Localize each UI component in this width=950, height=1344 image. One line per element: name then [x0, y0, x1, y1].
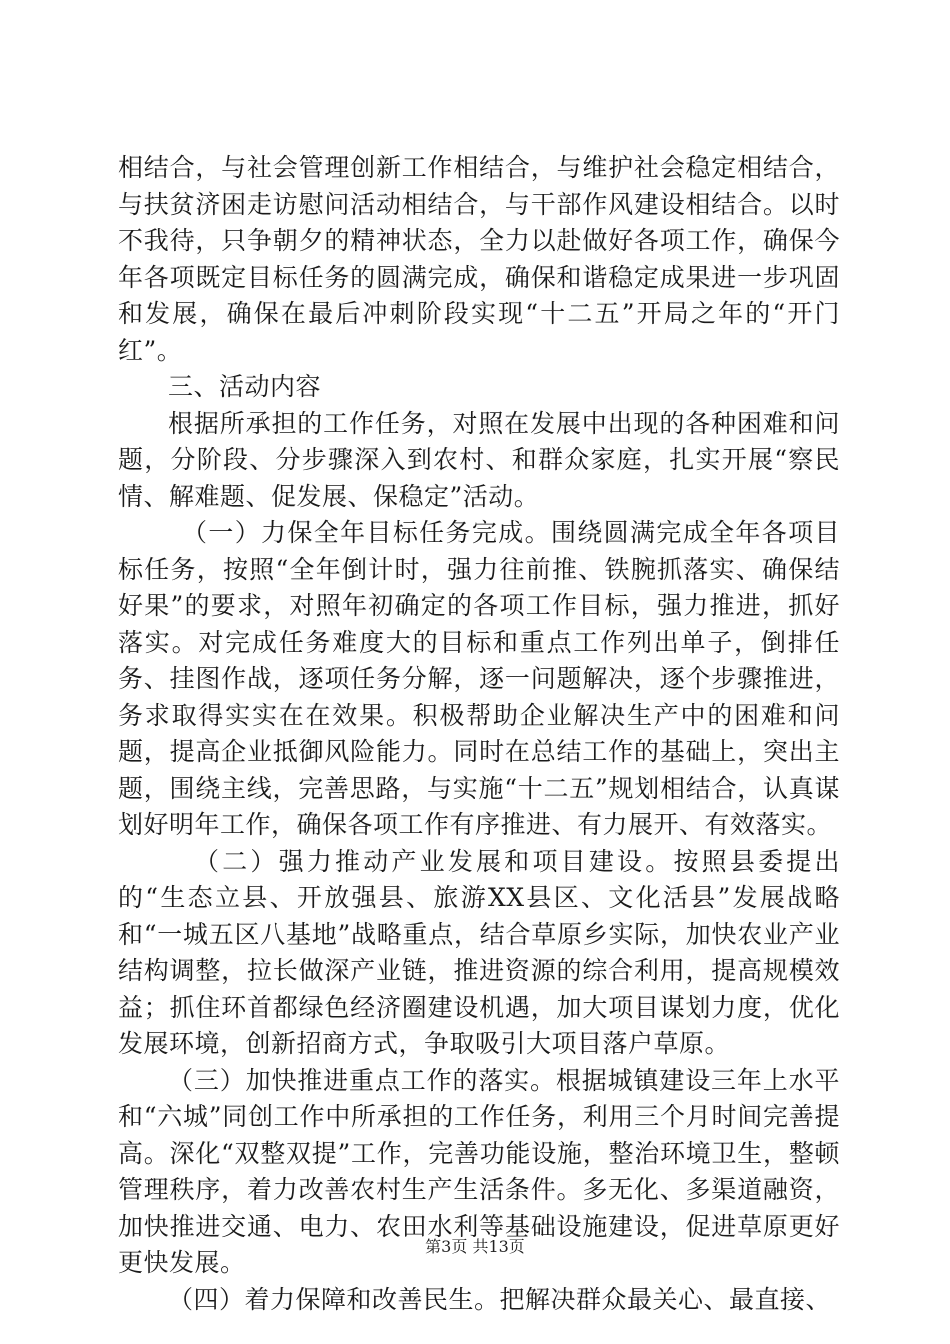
- paragraph-item-2: （二）强力推动产业发展和项目建设。按照县委提出的“生态立县、开放强县、旅游XX县区、文化活县”发展战略和“一城五区八基地”战略重点，结合草原乡实际，加快农业产业结构调整，拉长做深产业链，推进资源的综合利用，提高规模效益；抓住环首都绿色经济圈建设机遇，加大项目谋划力度，优化发展环境，创新招商方式，争取吸引大项目落户草原。: [118, 846, 840, 1058]
- document-body: [118, 150, 840, 1318]
- paragraph-item-4: （四）着力保障和改善民生。把解决群众最关心、最直接、: [168, 1284, 832, 1314]
- paragraph-item-3: （三）加快推进重点工作的落实。根据城镇建设三年上水平和“六城”同创工作中所承担的工作任务，利用三个月时间完善提高。深化“双整双提”工作，完善功能设施，整治环境卫生，整顿管理秩序，着力改善农村生产生活条件。多无化、多渠道融资，加快推进交通、电力、农田水利等基础设施建设，促进草原更好更快发展。: [118, 1065, 840, 1277]
- paragraph-continuation: 相结合，与社会管理创新工作相结合，与维护社会稳定相结合，与扶贫济困走访慰问活动相结合，与干部作风建设相结合。以时不我待，只争朝夕的精神状态，全力以赴做好各项工作，确保今年各项既定目标任务的圆满完成，确保和谐稳定成果进一步巩固和发展，确保在最后冲刺阶段实现“十二五”开局之年的“开门红”。: [118, 153, 840, 365]
- section-heading-activity-content: 三、活动内容: [168, 372, 322, 401]
- paragraph-intro: 根据所承担的工作任务，对照在发展中出现的各种困难和问题，分阶段、分步骤深入到农村、和群众家庭，扎实开展“察民情、解难题、促发展、保稳定”活动。: [118, 408, 840, 511]
- paragraph-item-1: （一）力保全年目标任务完成。围绕圆满完成全年各项目标任务，按照“全年倒计时，强力往前推、铁腕抓落实、确保结好果”的要求，对照年初确定的各项工作目标，强力推进，抓好落实。对完成任务难度大的目标和重点工作列出单子，倒排任务、挂图作战，逐项任务分解，逐一问题解决，逐个步骤推进，务求取得实实在在效果。积极帮助企业解决生产中的困难和问题，提高企业抵御风险能力。同时在总结工作的基础上，突出主题，围绕主线，完善思路，与实施“十二五”规划相结合，认真谋划好明年工作，确保各项工作有序推进、有力展开、有效落实。: [118, 518, 840, 839]
- page-number-footer: 第3页 共13页: [425, 1237, 525, 1256]
